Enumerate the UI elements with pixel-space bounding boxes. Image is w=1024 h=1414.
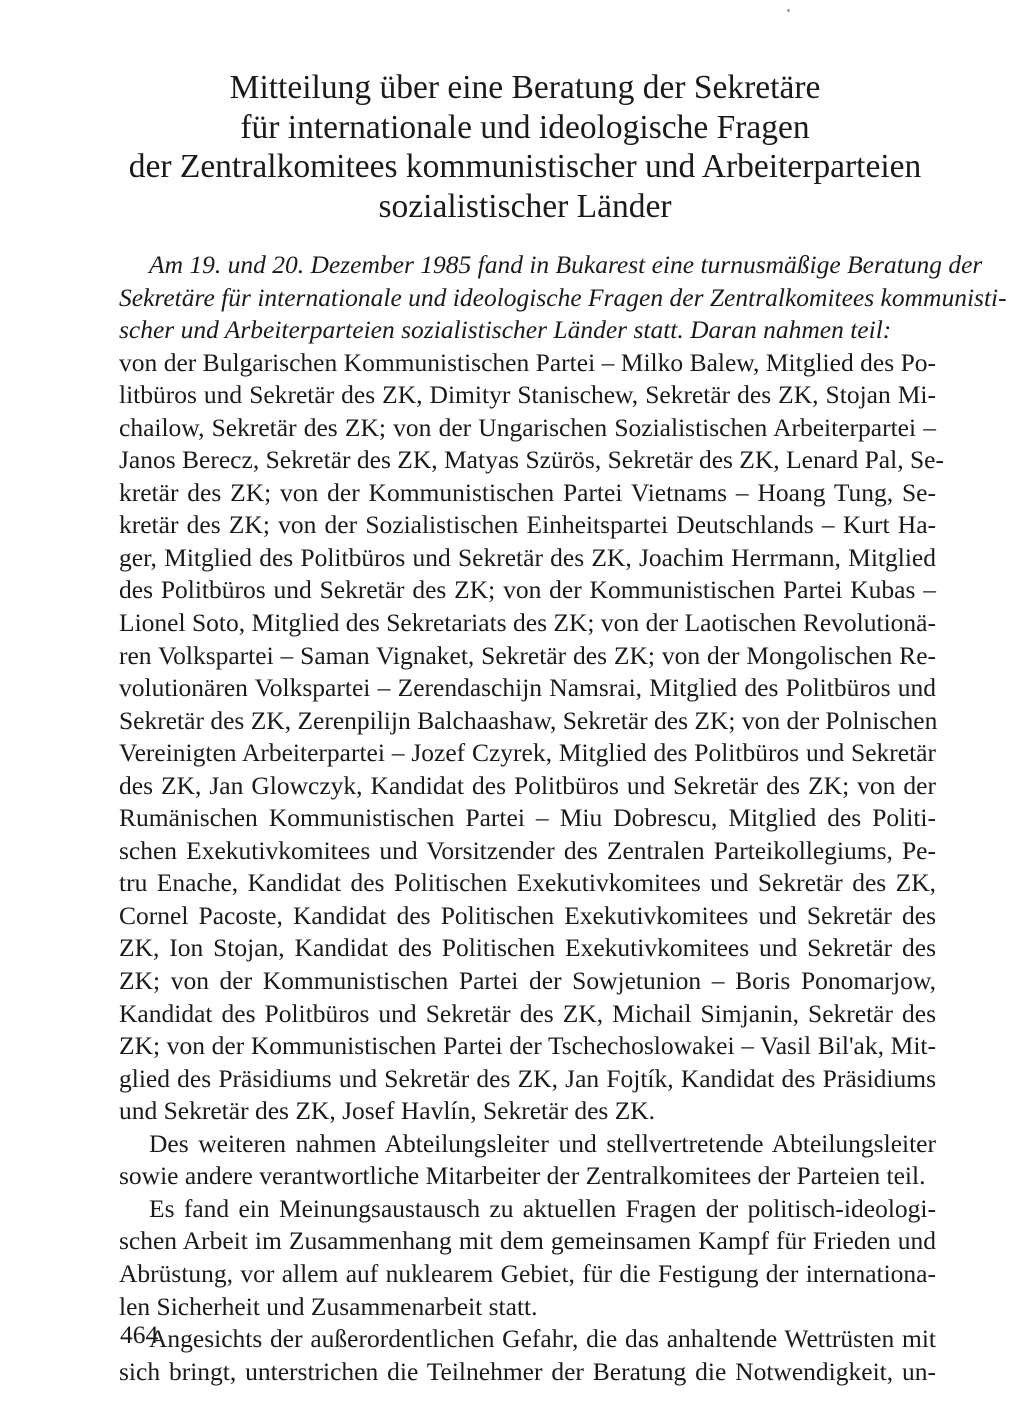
text-line: Abrüstung, vor allem auf nuklearem Gebiet, für die Festigung der internationa- [119,1258,936,1288]
text-line: ger, Mitglied des Politbüros und Sekretär des ZK, Joachim Herrmann, Mitglied [119,542,936,572]
title-line: Mitteilung über eine Beratung der Sekretäre [229,69,821,106]
page-number: 464 [120,1320,159,1349]
text-line: ZK, Ion Stojan, Kandidat des Politischen Exekutivkomitees und Sekretär des [119,933,936,963]
text-line: schen Exekutivkomitees und Vorsitzender des Zentralen Parteikollegiums, Pe- [119,835,936,865]
title-line: für internationale und ideologische Fragen [240,108,810,146]
text-line: Janos Berecz, Sekretär des ZK, Matyas Szürös, Sekretär des ZK, Lenard Pal, Se- [119,445,944,475]
text-line: Kandidat des Politbüros und Sekretär des ZK, Michail Simjanin, Sekretär des [119,998,936,1028]
text-line: Am 19. und 20. Dezember 1985 fand in Bukarest eine turnusmäßige Beratung der [149,250,983,279]
text-line: ren Volkspartei – Saman Vignaket, Sekretär des ZK; von der Mongolischen Re- [119,640,936,670]
text-line: des ZK, Jan Glowczyk, Kandidat des Politbüros und Sekretär des ZK; von der [119,770,936,800]
text-line: Des weiteren nahmen Abteilungsleiter und stellvertretende Abteilungsleiter [149,1128,936,1158]
text-line: Lionel Soto, Mitglied des Sekretariats des ZK; von der Laotischen Revolutionä- [119,608,936,638]
exchange-paragraph [119,1193,936,1323]
participants-paragraph [119,347,944,1128]
text-line: von der Bulgarischen Kommunistischen Partei – Milko Balew, Mitglied des Po- [119,347,936,377]
text-line: kretär des ZK; von der Kommunistischen Partei Vietnams – Hoang Tung, Se- [119,477,936,507]
text-line: litbüros und Sekretär des ZK, Dimityr Stanischew, Sekretär des ZK, Stojan Mi- [119,380,936,410]
text-line: Vereinigten Arbeiterpartei – Jozef Czyrek, Mitglied des Politbüros und Sekretär [119,738,936,768]
text-line: sowie andere verantwortliche Mitarbeiter der Zentralkomitees der Parteien teil. [119,1161,926,1191]
text-line: und Sekretär des ZK, Josef Havlín, Sekretär des ZK. [119,1096,656,1126]
text-line: scher und Arbeiterparteien sozialistischer Länder statt. Daran nahmen teil: [119,315,892,345]
text-line: glied des Präsidiums und Sekretär des ZK, Jan Fojtík, Kandidat des Präsidiums [119,1063,936,1093]
document-body [119,249,1007,1388]
text-line: schen Arbeit im Zusammenhang mit dem gemeinsamen Kampf für Frieden und [119,1226,936,1256]
text-line: Sekretär des ZK, Zerenpilijn Balchaashaw, Sekretär des ZK; von der Polnischen [119,705,938,735]
title-line: sozialistischer Länder [378,187,672,225]
text-line: Angesichts der außerordentlichen Gefahr, die das anhaltende Wettrüsten mit [149,1324,936,1354]
text-line: len Sicherheit und Zusammenarbeit statt. [119,1291,538,1321]
danger-paragraph [119,1323,936,1388]
title-line: der Zentralkomitees kommunistischer und Arbeiterparteien [128,148,922,185]
text-line: volutionären Volkspartei – Zerendaschijn Namsrai, Mitglied des Politbüros und [119,673,936,703]
text-line: ZK; von der Kommunistischen Partei der Sowjetunion – Boris Ponomarjow, [119,966,936,996]
text-line: tru Enache, Kandidat des Politischen Exekutivkomitees und Sekretär des ZK, [119,868,936,898]
text-line: Es fand ein Meinungsaustausch zu aktuellen Fragen der politisch-ideologi- [149,1193,936,1223]
text-line: kretär des ZK; von der Sozialistischen Einheitspartei Deutschlands – Kurt Ha- [119,510,936,540]
text-line: sich bringt, unterstrichen die Teilnehmer der Beratung die Notwendigkeit, un- [119,1356,936,1386]
intro-paragraph [119,249,1007,347]
text-line: Sekretäre für internationale und ideologische Fragen der Zentralkomitees kommunisti- [119,282,1007,312]
text-line: ZK; von der Kommunistischen Partei der Tschechoslowakei – Vasil Bil'ak, Mit- [119,1031,936,1061]
text-line: des Politbüros und Sekretär des ZK; von der Kommunistischen Partei Kubas – [119,575,936,605]
text-line: chailow, Sekretär des ZK; von der Ungarischen Sozialistischen Arbeiterpartei – [119,412,936,442]
page-title [100,68,950,226]
text-line: Cornel Pacoste, Kandidat des Politischen Exekutivkomitees und Sekretär des [119,900,936,930]
attendees-paragraph [119,1128,936,1193]
text-line: Rumänischen Kommunistischen Partei – Miu Dobrescu, Mitglied des Politi- [119,803,936,833]
scan-speck [787,9,790,12]
